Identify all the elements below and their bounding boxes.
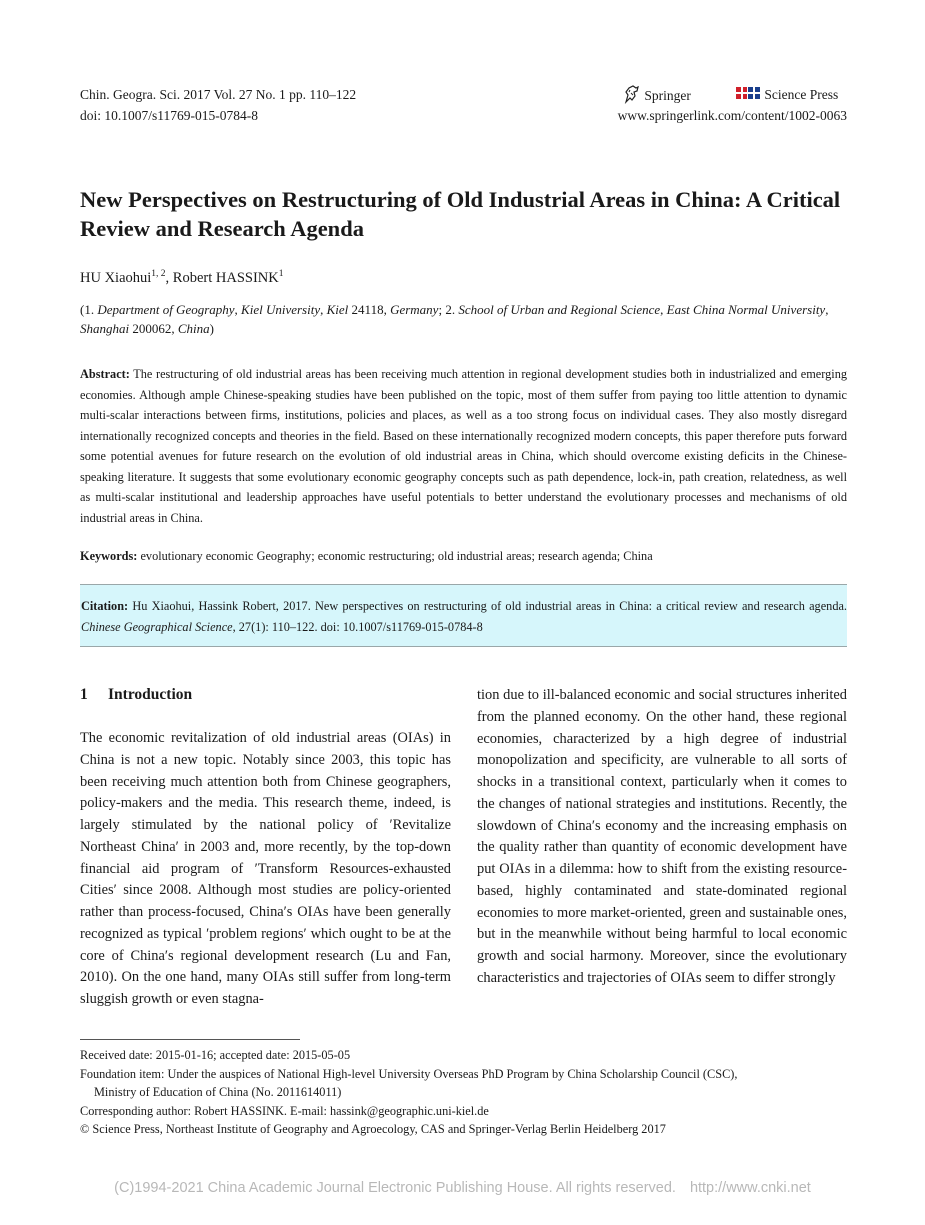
author-list [80, 270, 283, 287]
citation-label: Citation: [81, 599, 129, 613]
keywords [80, 546, 847, 566]
section-title: Introduction [108, 686, 193, 703]
affil-close: ) [209, 321, 215, 336]
affil-zip-2: 200062, [129, 321, 178, 336]
corresponding-author: Corresponding author: Robert HASSINK. E-mail: hassink@geographic.uni-kiel.de [80, 1103, 489, 1118]
affil-country-2: China [177, 321, 210, 336]
keywords-label: Keywords: [80, 549, 138, 563]
affiliations [80, 300, 847, 338]
author-2-affil: 1 [278, 269, 284, 280]
affil-city-2: Shanghai [80, 321, 130, 336]
abstract-text: The restructuring of old industrial areas has been receiving much attention in regional development studies both in industrialized and emerging economies. Although ample Chinese-speaking studies have been published on the topic, most of them suffer from paying too little attention to dynamic multi-scalar interactions between firms, institutions, policies and places, as well as a too strong focus on individual cases. They also mostly disregard internationally recognized concepts and theories in the field. Based on these internationally recognized modern concepts, this paper therefore puts forward some potential avenues for future research on the evolution of old industrial areas in China, which should overcome existing deficits in the Chinese-speaking literature. It suggests that some evolutionary economic geography concepts such as path dependence, lock-in, path creation, relatedness, as well as multi-scalar institutional and leadership approaches have useful potentials to better understand the evolutionary processes and mechanisms of old industrial areas in China. [80, 367, 847, 525]
citation-journal: Chinese Geographical Science [81, 619, 233, 634]
paper-title: New Perspectives on Restructuring of Old Industrial Areas in China: A Critical Review and Research Agenda [80, 187, 841, 241]
doi-line: doi: 10.1007/s11769-015-0784-8 [80, 108, 258, 123]
watermark-url[interactable]: http://www.cnki.net [689, 1180, 811, 1196]
affil-sep: , [320, 302, 327, 317]
received-date: Received date: 2015-01-16; accepted date: 2015-05-05 [80, 1048, 351, 1062]
author-separator: , [165, 270, 173, 286]
affil-univ-1: Kiel University [241, 302, 321, 317]
affil-sep: ; 2. [438, 302, 459, 317]
science-press-label: Science Press [764, 87, 839, 103]
author-1-affil: 1, 2 [151, 269, 166, 280]
keywords-text: evolutionary economic Geography; economic restructuring; old industrial areas; research agenda; China [137, 549, 653, 563]
affil-sep: , [234, 302, 242, 317]
section-number: 1 [80, 686, 88, 703]
foundation-item: Foundation item: Under the auspices of National High-level University Overseas PhD Program by China Scholarship Council (CSC), [80, 1066, 738, 1081]
affil-zip-1: 24118, [348, 302, 391, 317]
abstract [80, 364, 847, 528]
author-1: HU Xiaohui [80, 270, 152, 286]
citation-box [80, 584, 847, 647]
affil-city-1: Kiel [326, 302, 349, 317]
footnotes [80, 1046, 847, 1139]
watermark-text: (C)1994-2021 China Academic Journal Electronic Publishing House. All rights reserved. [114, 1180, 676, 1196]
body-column-left [80, 728, 451, 1011]
springer-label: Springer [644, 88, 691, 104]
foundation-item-cont: Ministry of Education of China (No. 2011614011) [94, 1085, 342, 1099]
affil-sep: , [825, 302, 829, 317]
abstract-label: Abstract: [80, 367, 130, 381]
journal-info: Chin. Geogra. Sci. 2017 Vol. 27 No. 1 pp. 110–122 [80, 87, 357, 102]
affil-country-1: Germany [390, 302, 439, 317]
copyright-note: © Science Press, Northeast Institute of Geography and Agroecology, CAS and Springer-Verlag Berlin Heidelberg 2017 [80, 1122, 666, 1136]
affil-univ-2: East China Normal University [666, 302, 826, 317]
citation-text: Hu Xiaohui, Hassink Robert, 2017. New perspectives on restructuring of old industrial areas in China: a critical review and research agenda. [128, 599, 847, 613]
affil-sep: , [660, 302, 667, 317]
section-heading [80, 686, 192, 704]
author-2: Robert HASSINK [172, 270, 279, 286]
affil-dept-2: School of Urban and Regional Science [458, 302, 661, 317]
footnote-divider [80, 1039, 300, 1040]
citation-details: , 27(1): 110–122. doi: 10.1007/s11769-015-0784-8 [232, 619, 483, 634]
body-paragraph: tion due to ill-balanced economic and social structures inherited from the planned economy. On the other hand, these regional economies, characterized by a high degree of industrial monopolization and specificity, are vulnerable to all sorts of shocks in a transitional context, particularly when it comes to the changes of national strategies and institutions. Recently, the slowdown of China′s economy and the increasing emphasis on the quality rather than quantity of economic development have put OIAs in a dilemma: how to shift from the existing resource-based, highly contaminated and state-dominated regional economies to more market-oriented, green and sustainable ones, but in the meanwhile without being harmful to local economic growth and social harmony. Moreover, since the evolutionary characteristics and trajectories of OIAs seem to differ strongly [477, 687, 847, 986]
affil-dept-1: Department of Geography [97, 302, 235, 317]
cnki-watermark [0, 1180, 925, 1196]
journal-url[interactable]: www.springerlink.com/content/1002-0063 [617, 108, 847, 123]
body-column-right [477, 685, 847, 990]
body-paragraph: The economic revitalization of old industrial areas (OIAs) in China is not a new topic. Notably since 2003, this topic has been receiving much attention both from Chinese geographers, policy-makers and the media. This research theme, indeed, is largely stimulated by the national policy of ′Revitalize Northeast China′ in 2003 and, more recently, by the top-down financial aid program of ′Transform Resources-exhausted Cities′ since 2008. Although most studies are policy-oriented rather than process-focused, China′s OIAs have been generally recognized as typical ′problem regions′ which ought to be at the core of China′s regional development research (Lu and Fan, 2010). On the one hand, many OIAs still suffer from long-term sluggish growth or even stagna- [80, 730, 451, 1007]
affil-open: (1. [80, 302, 98, 317]
